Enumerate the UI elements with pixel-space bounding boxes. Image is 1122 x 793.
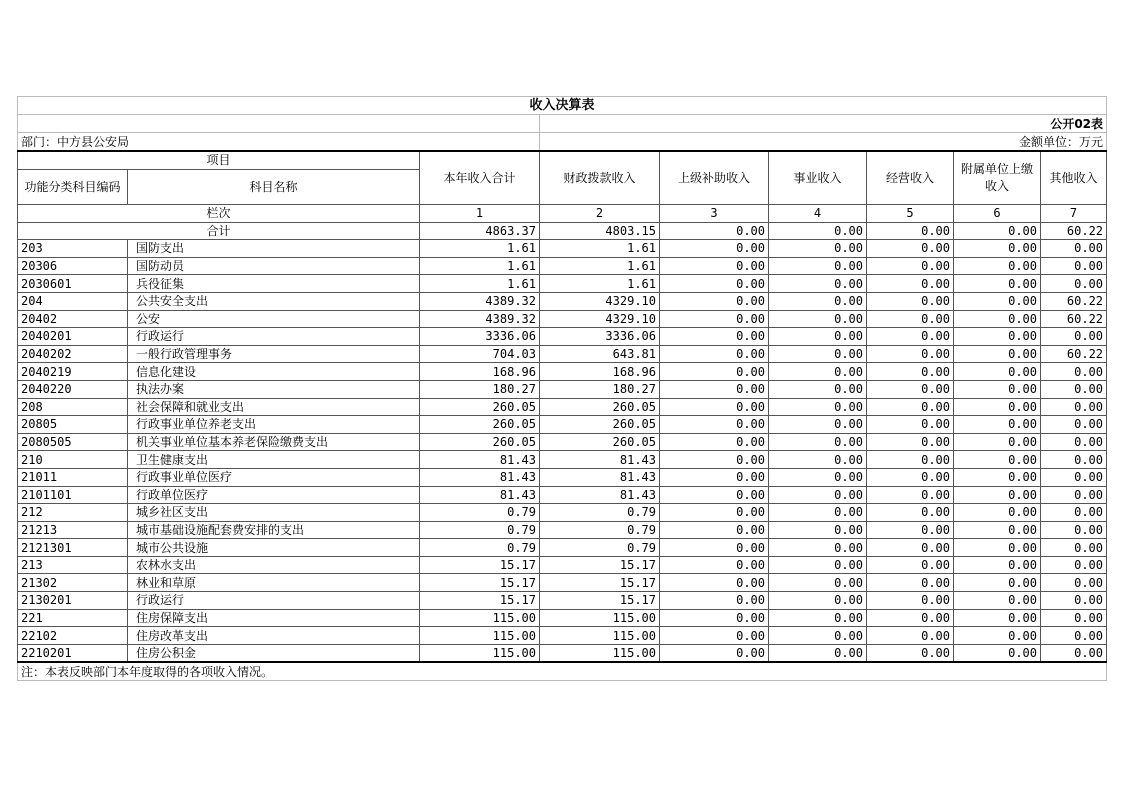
table-row [18, 240, 1107, 258]
amount-cell: 0.00 [660, 398, 769, 416]
amount-cell: 0.00 [1041, 257, 1107, 275]
table-row [18, 451, 1107, 469]
total-value: 0.00 [660, 222, 769, 240]
table-row [18, 363, 1107, 381]
amount-cell: 0.00 [769, 380, 867, 398]
amount-cell: 115.00 [420, 644, 540, 662]
subject-name: 公安 [128, 310, 420, 328]
subject-name: 行政运行 [128, 592, 420, 610]
subject-code: 2040202 [18, 345, 128, 363]
amount-cell: 1.61 [540, 257, 660, 275]
amount-cell: 0.00 [660, 380, 769, 398]
amount-cell: 0.00 [769, 398, 867, 416]
amount-cell: 15.17 [420, 592, 540, 610]
amount-cell: 0.00 [954, 416, 1041, 434]
amount-cell: 0.00 [954, 556, 1041, 574]
index-num: 4 [769, 205, 867, 223]
amount-cell: 180.27 [420, 380, 540, 398]
amount-cell: 4329.10 [540, 292, 660, 310]
subject-code: 22102 [18, 627, 128, 645]
amount-cell: 168.96 [540, 363, 660, 381]
subject-name: 行政事业单位养老支出 [128, 416, 420, 434]
amount-cell: 0.00 [1041, 328, 1107, 346]
amount-cell: 0.00 [954, 609, 1041, 627]
table-row [18, 257, 1107, 275]
subject-name: 一般行政管理事务 [128, 345, 420, 363]
amount-cell: 0.00 [867, 363, 954, 381]
table-row [18, 275, 1107, 293]
amount-cell: 0.00 [1041, 556, 1107, 574]
amount-cell: 0.00 [660, 468, 769, 486]
amount-cell: 0.79 [540, 504, 660, 522]
amount-cell: 0.00 [769, 592, 867, 610]
amount-cell: 0.00 [954, 433, 1041, 451]
table-row [18, 521, 1107, 539]
subject-name: 卫生健康支出 [128, 451, 420, 469]
subject-code: 2080505 [18, 433, 128, 451]
amount-cell: 260.05 [540, 433, 660, 451]
amount-cell: 0.00 [867, 539, 954, 557]
amount-cell: 0.00 [1041, 609, 1107, 627]
amount-cell: 0.00 [867, 380, 954, 398]
amount-cell: 15.17 [540, 592, 660, 610]
amount-cell: 115.00 [540, 609, 660, 627]
amount-cell: 0.00 [867, 416, 954, 434]
amount-cell: 0.00 [1041, 275, 1107, 293]
subject-code: 2121301 [18, 539, 128, 557]
amount-cell: 4389.32 [420, 310, 540, 328]
index-num: 7 [1041, 205, 1107, 223]
name-header: 科目名称 [128, 170, 420, 205]
subject-code: 221 [18, 609, 128, 627]
amount-cell: 0.00 [954, 504, 1041, 522]
amount-cell: 0.00 [769, 345, 867, 363]
amount-cell: 260.05 [420, 433, 540, 451]
amount-cell: 0.00 [660, 363, 769, 381]
subject-code: 2040220 [18, 380, 128, 398]
subject-code: 2040201 [18, 328, 128, 346]
table-row [18, 328, 1107, 346]
amount-cell: 1.61 [420, 257, 540, 275]
total-value: 4863.37 [420, 222, 540, 240]
amount-cell: 81.43 [540, 451, 660, 469]
amount-cell: 115.00 [420, 609, 540, 627]
subject-code: 212 [18, 504, 128, 522]
amount-cell: 0.00 [769, 627, 867, 645]
amount-cell: 0.00 [769, 363, 867, 381]
unit-label: 金额单位：万元 [540, 133, 1107, 152]
amount-cell: 81.43 [420, 486, 540, 504]
amount-cell: 0.00 [954, 240, 1041, 258]
subject-name: 公共安全支出 [128, 292, 420, 310]
amount-cell: 0.00 [867, 556, 954, 574]
amount-cell: 0.00 [954, 328, 1041, 346]
amount-cell: 260.05 [420, 398, 540, 416]
amount-cell: 115.00 [420, 627, 540, 645]
amount-cell: 0.00 [769, 310, 867, 328]
amount-cell: 0.00 [769, 539, 867, 557]
subject-code: 2101101 [18, 486, 128, 504]
amount-cell: 0.00 [954, 310, 1041, 328]
amount-cell: 0.00 [1041, 240, 1107, 258]
table-row [18, 380, 1107, 398]
col-header-total: 本年收入合计 [420, 151, 540, 205]
amount-cell: 0.00 [867, 609, 954, 627]
subject-name: 国防支出 [128, 240, 420, 258]
amount-cell: 0.00 [769, 433, 867, 451]
amount-cell: 0.00 [769, 416, 867, 434]
amount-cell: 0.00 [954, 574, 1041, 592]
amount-cell: 0.00 [769, 556, 867, 574]
amount-cell: 0.79 [540, 521, 660, 539]
index-num: 5 [867, 205, 954, 223]
subject-name: 住房改革支出 [128, 627, 420, 645]
subject-name: 住房公积金 [128, 644, 420, 662]
subject-name: 兵役征集 [128, 275, 420, 293]
subject-name: 国防动员 [128, 257, 420, 275]
total-value: 0.00 [769, 222, 867, 240]
amount-cell: 0.00 [867, 592, 954, 610]
table-row [18, 468, 1107, 486]
subject-name: 执法办案 [128, 380, 420, 398]
amount-cell: 0.00 [867, 644, 954, 662]
subject-code: 21213 [18, 521, 128, 539]
amount-cell: 0.00 [954, 275, 1041, 293]
amount-cell: 0.00 [660, 257, 769, 275]
amount-cell: 0.00 [1041, 416, 1107, 434]
amount-cell: 0.00 [660, 451, 769, 469]
amount-cell: 81.43 [540, 486, 660, 504]
table-row [18, 644, 1107, 662]
amount-cell: 0.00 [867, 486, 954, 504]
table-note: 注：本表反映部门本年度取得的各项收入情况。 [18, 662, 1107, 681]
amount-cell: 0.00 [769, 521, 867, 539]
amount-cell: 0.00 [660, 556, 769, 574]
amount-cell: 0.00 [1041, 521, 1107, 539]
amount-cell: 0.00 [1041, 433, 1107, 451]
amount-cell: 0.00 [954, 398, 1041, 416]
amount-cell: 0.00 [660, 292, 769, 310]
amount-cell: 3336.06 [420, 328, 540, 346]
subject-code: 20306 [18, 257, 128, 275]
total-label: 合计 [18, 222, 420, 240]
amount-cell: 0.00 [769, 468, 867, 486]
amount-cell: 0.00 [660, 345, 769, 363]
amount-cell: 0.00 [1041, 592, 1107, 610]
amount-cell: 0.00 [867, 451, 954, 469]
amount-cell: 168.96 [420, 363, 540, 381]
amount-cell: 0.00 [867, 345, 954, 363]
total-value: 0.00 [867, 222, 954, 240]
subject-name: 住房保障支出 [128, 609, 420, 627]
table-row [18, 310, 1107, 328]
amount-cell: 0.00 [660, 592, 769, 610]
amount-cell: 0.00 [867, 240, 954, 258]
amount-cell: 15.17 [540, 556, 660, 574]
amount-cell: 0.00 [954, 592, 1041, 610]
col-header-superior: 上级补助收入 [660, 151, 769, 205]
amount-cell: 643.81 [540, 345, 660, 363]
subject-code: 20402 [18, 310, 128, 328]
table-row [18, 398, 1107, 416]
amount-cell: 0.00 [1041, 398, 1107, 416]
amount-cell: 0.00 [954, 644, 1041, 662]
amount-cell: 1.61 [420, 275, 540, 293]
amount-cell: 0.00 [867, 257, 954, 275]
subject-code: 2040219 [18, 363, 128, 381]
amount-cell: 0.00 [769, 451, 867, 469]
col-header-other: 其他收入 [1041, 151, 1107, 205]
amount-cell: 1.61 [540, 240, 660, 258]
amount-cell: 0.00 [1041, 504, 1107, 522]
amount-cell: 0.00 [660, 539, 769, 557]
amount-cell: 60.22 [1041, 345, 1107, 363]
amount-cell: 0.00 [867, 574, 954, 592]
table-row [18, 574, 1107, 592]
amount-cell: 0.00 [954, 345, 1041, 363]
subject-code: 210 [18, 451, 128, 469]
table-row [18, 416, 1107, 434]
subject-code: 21011 [18, 468, 128, 486]
income-final-accounts-sheet [17, 96, 1106, 681]
table-row [18, 609, 1107, 627]
table-row [18, 433, 1107, 451]
subject-name: 信息化建设 [128, 363, 420, 381]
amount-cell: 4389.32 [420, 292, 540, 310]
amount-cell: 81.43 [420, 468, 540, 486]
subject-code: 2130201 [18, 592, 128, 610]
table-row [18, 292, 1107, 310]
amount-cell: 0.00 [660, 310, 769, 328]
subject-name: 林业和草原 [128, 574, 420, 592]
amount-cell: 0.00 [660, 328, 769, 346]
amount-cell: 60.22 [1041, 292, 1107, 310]
amount-cell: 0.00 [1041, 486, 1107, 504]
amount-cell: 0.00 [1041, 644, 1107, 662]
amount-cell: 0.00 [769, 292, 867, 310]
table-row [18, 627, 1107, 645]
amount-cell: 0.00 [660, 627, 769, 645]
table-row [18, 539, 1107, 557]
index-num: 6 [954, 205, 1041, 223]
amount-cell: 15.17 [540, 574, 660, 592]
amount-cell: 0.00 [769, 275, 867, 293]
amount-cell: 260.05 [540, 416, 660, 434]
amount-cell: 0.00 [1041, 574, 1107, 592]
amount-cell: 0.00 [769, 574, 867, 592]
index-label: 栏次 [18, 205, 420, 223]
amount-cell: 0.00 [954, 257, 1041, 275]
table-row [18, 345, 1107, 363]
amount-cell: 0.00 [769, 644, 867, 662]
amount-cell: 4329.10 [540, 310, 660, 328]
department-label: 部门：中方县公安局 [18, 133, 540, 152]
subject-name: 城市基础设施配套费安排的支出 [128, 521, 420, 539]
subject-code: 2210201 [18, 644, 128, 662]
subject-name: 行政单位医疗 [128, 486, 420, 504]
amount-cell: 0.00 [867, 504, 954, 522]
amount-cell: 0.00 [954, 451, 1041, 469]
amount-cell: 704.03 [420, 345, 540, 363]
amount-cell: 81.43 [540, 468, 660, 486]
subject-code: 2030601 [18, 275, 128, 293]
total-value: 0.00 [954, 222, 1041, 240]
table-row [18, 504, 1107, 522]
col-header-fiscal: 财政拨款收入 [540, 151, 660, 205]
total-value: 4803.15 [540, 222, 660, 240]
amount-cell: 0.00 [660, 240, 769, 258]
amount-cell: 0.00 [769, 257, 867, 275]
col-header-affiliated: 附属单位上缴收入 [954, 151, 1041, 205]
subject-name: 城乡社区支出 [128, 504, 420, 522]
amount-cell: 0.00 [867, 468, 954, 486]
subject-code: 208 [18, 398, 128, 416]
amount-cell: 0.00 [769, 328, 867, 346]
amount-cell: 0.00 [660, 416, 769, 434]
amount-cell: 0.00 [954, 363, 1041, 381]
code-header: 功能分类科目编码 [18, 170, 128, 205]
amount-cell: 0.79 [420, 539, 540, 557]
subject-name: 机关事业单位基本养老保险缴费支出 [128, 433, 420, 451]
amount-cell: 3336.06 [540, 328, 660, 346]
amount-cell: 0.00 [660, 504, 769, 522]
index-num: 1 [420, 205, 540, 223]
table-code: 公开02表 [540, 115, 1107, 133]
amount-cell: 15.17 [420, 556, 540, 574]
amount-cell: 0.00 [769, 504, 867, 522]
amount-cell: 0.00 [954, 380, 1041, 398]
amount-cell: 0.00 [954, 468, 1041, 486]
amount-cell: 260.05 [420, 416, 540, 434]
amount-cell: 0.00 [769, 609, 867, 627]
amount-cell: 115.00 [540, 627, 660, 645]
item-header: 项目 [18, 151, 420, 170]
table-title: 收入决算表 [18, 97, 1107, 115]
amount-cell: 0.79 [420, 504, 540, 522]
amount-cell: 0.00 [660, 609, 769, 627]
amount-cell: 0.00 [1041, 380, 1107, 398]
amount-cell: 0.00 [867, 328, 954, 346]
amount-cell: 0.00 [954, 539, 1041, 557]
subject-name: 城市公共设施 [128, 539, 420, 557]
table-row [18, 592, 1107, 610]
amount-cell: 0.00 [1041, 363, 1107, 381]
table-row [18, 556, 1107, 574]
subject-name: 行政事业单位医疗 [128, 468, 420, 486]
table-row [18, 486, 1107, 504]
col-header-business: 事业收入 [769, 151, 867, 205]
amount-cell: 0.00 [867, 275, 954, 293]
amount-cell: 0.00 [867, 292, 954, 310]
total-value: 60.22 [1041, 222, 1107, 240]
amount-cell: 0.00 [867, 627, 954, 645]
amount-cell: 0.00 [954, 292, 1041, 310]
index-num: 3 [660, 205, 769, 223]
col-header-operating: 经营收入 [867, 151, 954, 205]
amount-cell: 1.61 [420, 240, 540, 258]
amount-cell: 0.79 [420, 521, 540, 539]
income-table [17, 96, 1107, 681]
amount-cell: 0.00 [867, 310, 954, 328]
amount-cell: 60.22 [1041, 310, 1107, 328]
amount-cell: 0.00 [660, 275, 769, 293]
amount-cell: 0.00 [867, 521, 954, 539]
amount-cell: 0.00 [954, 521, 1041, 539]
subject-name: 社会保障和就业支出 [128, 398, 420, 416]
amount-cell: 0.00 [954, 627, 1041, 645]
index-num: 2 [540, 205, 660, 223]
amount-cell: 81.43 [420, 451, 540, 469]
subject-name: 行政运行 [128, 328, 420, 346]
amount-cell: 0.00 [954, 486, 1041, 504]
amount-cell: 0.00 [769, 240, 867, 258]
subject-code: 20805 [18, 416, 128, 434]
amount-cell: 0.00 [660, 644, 769, 662]
amount-cell: 0.00 [660, 521, 769, 539]
amount-cell: 0.00 [1041, 451, 1107, 469]
amount-cell: 0.00 [1041, 468, 1107, 486]
subject-name: 农林水支出 [128, 556, 420, 574]
amount-cell: 0.00 [867, 433, 954, 451]
amount-cell: 0.00 [1041, 627, 1107, 645]
amount-cell: 0.00 [1041, 539, 1107, 557]
amount-cell: 0.79 [540, 539, 660, 557]
amount-cell: 180.27 [540, 380, 660, 398]
amount-cell: 115.00 [540, 644, 660, 662]
amount-cell: 260.05 [540, 398, 660, 416]
amount-cell: 15.17 [420, 574, 540, 592]
subject-code: 204 [18, 292, 128, 310]
subject-code: 21302 [18, 574, 128, 592]
amount-cell: 0.00 [660, 574, 769, 592]
subject-code: 213 [18, 556, 128, 574]
amount-cell: 0.00 [660, 486, 769, 504]
amount-cell: 0.00 [660, 433, 769, 451]
amount-cell: 0.00 [769, 486, 867, 504]
subject-code: 203 [18, 240, 128, 258]
amount-cell: 0.00 [867, 398, 954, 416]
amount-cell: 1.61 [540, 275, 660, 293]
